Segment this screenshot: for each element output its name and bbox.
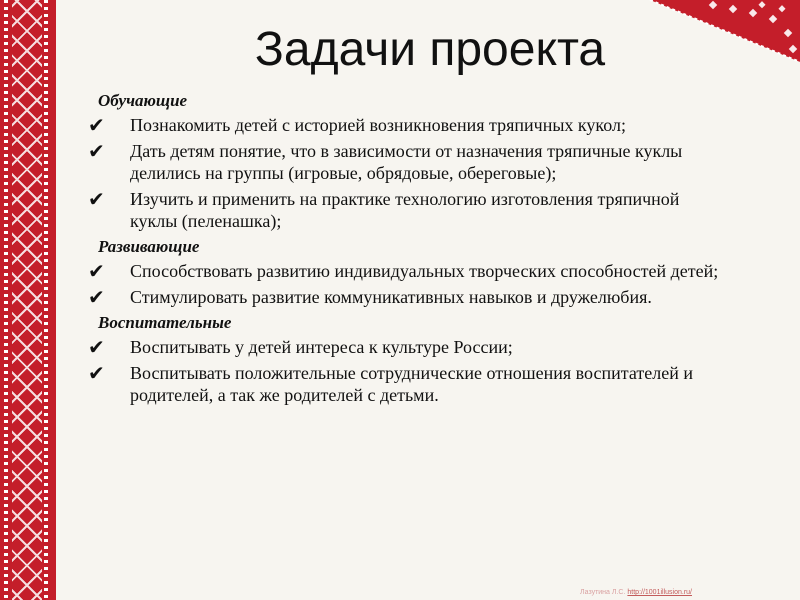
list-item	[88, 188, 728, 232]
list-item-text: Стимулировать развитие коммуникативных навыков и дружелюбия.	[130, 287, 652, 307]
ornament-border-left	[0, 0, 56, 600]
list-item	[88, 362, 728, 406]
slide-title: Задачи проекта	[254, 23, 606, 76]
check-icon: ✔	[88, 139, 105, 163]
footer-author: Лазутина Л.С.	[580, 589, 626, 596]
list-item-text: Познакомить детей с историей возникновения тряпичных кукол;	[130, 115, 626, 135]
task-list	[88, 88, 728, 410]
footer-link[interactable]: http://1001illusion.ru/	[627, 589, 692, 596]
check-icon: ✔	[88, 187, 105, 211]
list-item	[88, 140, 728, 184]
footer-credit	[580, 589, 692, 596]
check-icon: ✔	[88, 335, 105, 359]
list-item-text: Воспитывать положительные сотруднические отношения воспитателей и родителей, а так же родителей с детьми.	[130, 363, 693, 405]
list-item	[88, 286, 728, 308]
list-item-text: Дать детям понятие, что в зависимости от назначения тряпичные куклы делились на группы (игровые, обрядовые, обереговые);	[130, 141, 683, 183]
check-icon: ✔	[88, 285, 105, 309]
check-icon: ✔	[88, 361, 105, 385]
section-label-developmental: Развивающие	[98, 237, 200, 256]
list-item	[88, 114, 728, 136]
list-item-text: Воспитывать у детей интереса к культуре России;	[130, 337, 513, 357]
list-item-text: Изучить и применить на практике технологию изготовления тряпичной куклы (пеленашка);	[130, 189, 680, 231]
list-item	[88, 260, 728, 282]
list-item	[88, 336, 728, 358]
list-item-text: Способствовать развитию индивидуальных творческих способностей детей;	[130, 261, 719, 281]
section-label-educational: Обучающие	[98, 91, 188, 110]
ornament-pattern	[12, 0, 42, 600]
section-label-upbringing: Воспитательные	[98, 313, 232, 332]
check-icon: ✔	[88, 259, 105, 283]
check-icon: ✔	[88, 113, 105, 137]
